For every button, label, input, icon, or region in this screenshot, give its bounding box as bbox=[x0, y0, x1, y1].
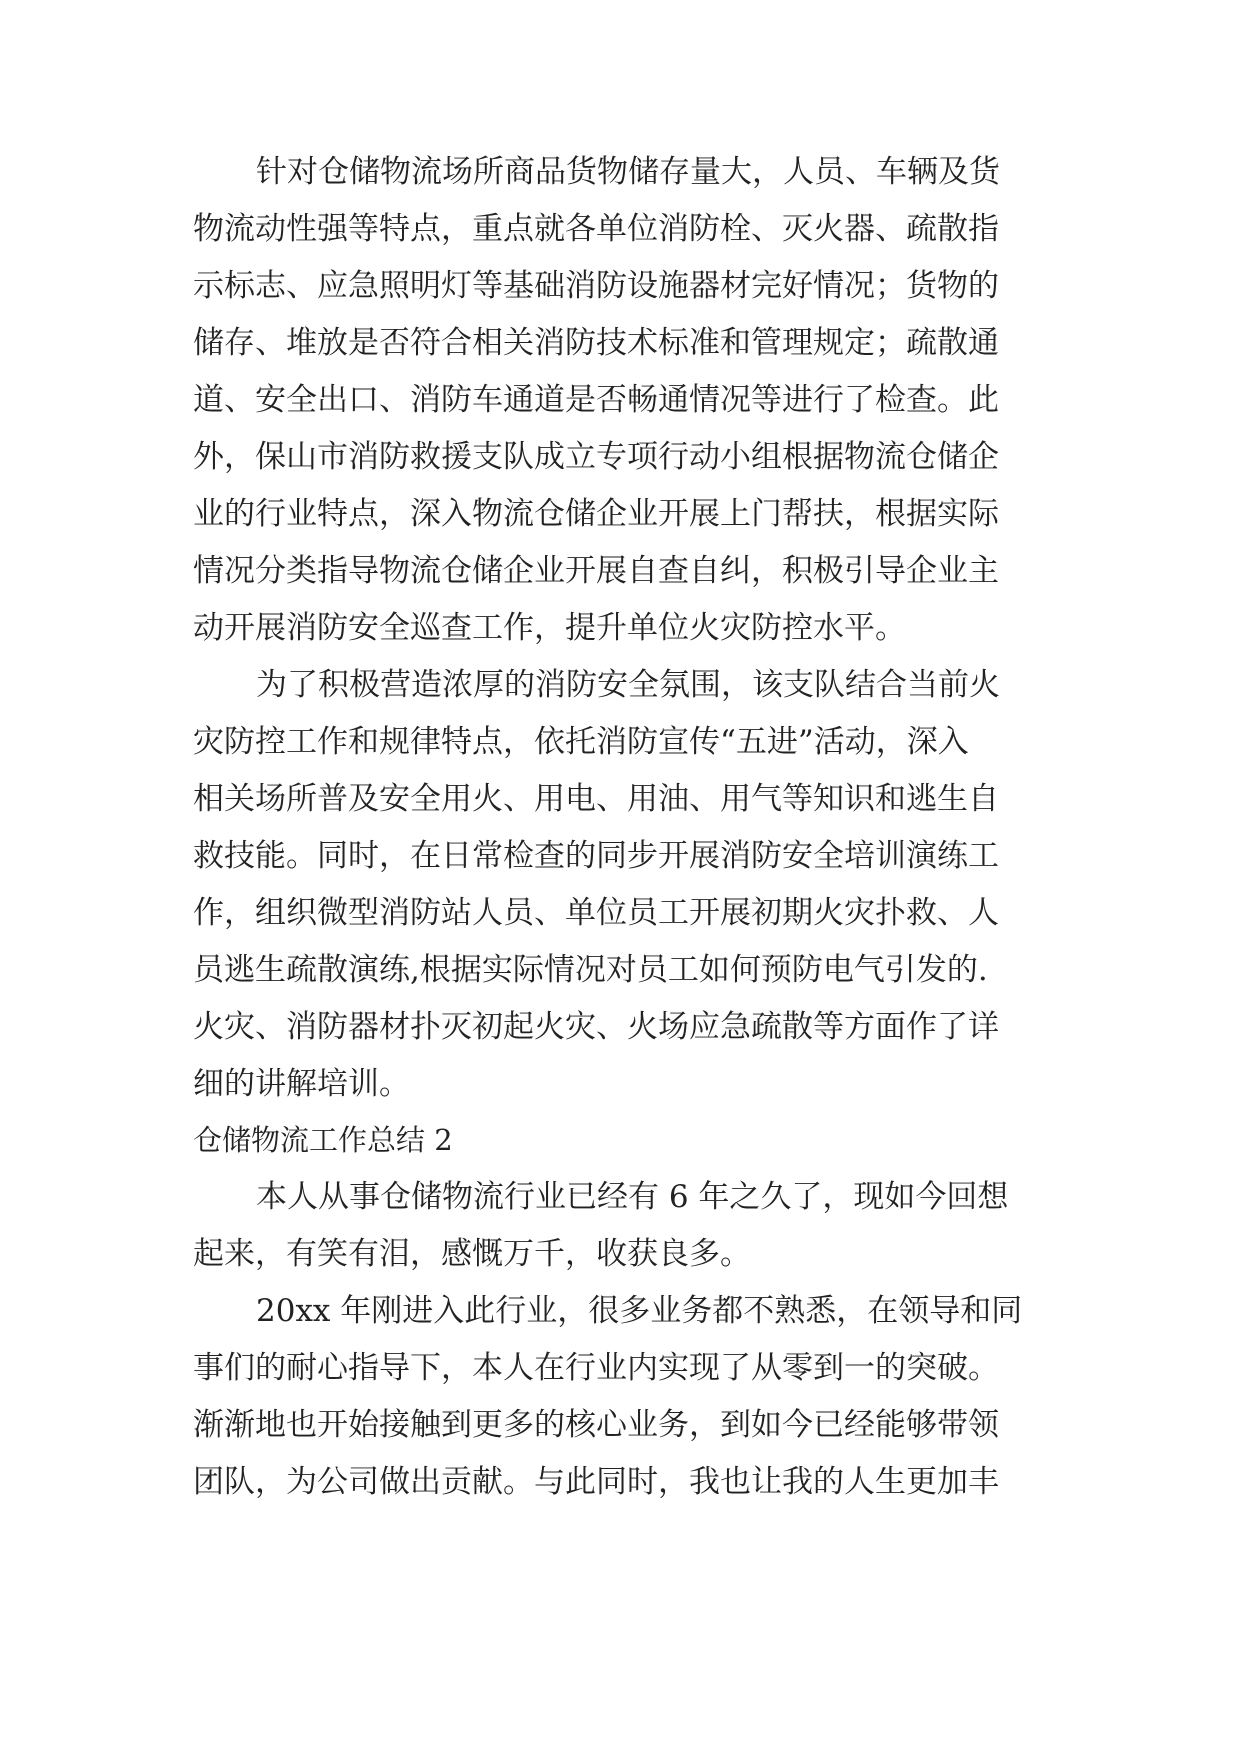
paragraph-2-line-1: 为了积极营造浓厚的消防安全氛围，该支队结合当前火 bbox=[256, 667, 1000, 703]
paragraph-2-line-6: 员逃生疏散演练,根据实际情况对员工如何预防电气引发的. bbox=[193, 952, 988, 988]
paragraph-1-line-5: 道、安全出口、消防车通道是否畅通情况等进行了检查。此 bbox=[193, 382, 999, 418]
paragraph-2-line-7: 火灾、消防器材扑灭初起火灾、火场应急疏散等方面作了详 bbox=[193, 1009, 999, 1045]
paragraph-1-line-4: 储存、堆放是否符合相关消防技术标准和管理规定；疏散通 bbox=[193, 325, 999, 361]
paragraph-3-line-2: 起来，有笑有泪，感慨万千，收获良多。 bbox=[193, 1236, 751, 1272]
paragraph-1-line-2: 物流动性强等特点，重点就各单位消防栓、灭火器、疏散指 bbox=[193, 211, 999, 247]
paragraph-1-line-8: 情况分类指导物流仓储企业开展自查自纠，积极引导企业主 bbox=[193, 553, 999, 589]
paragraph-2-line-5: 作，组织微型消防站人员、单位员工开展初期火灾扑救、人 bbox=[193, 895, 999, 931]
paragraph-1-line-6: 外，保山市消防救援支队成立专项行动小组根据物流仓储企 bbox=[193, 439, 999, 475]
paragraph-2-line-2: 灾防控工作和规律特点，依托消防宣传“五进”活动，深入 bbox=[193, 724, 969, 760]
paragraph-2-line-8: 细的讲解培训。 bbox=[193, 1066, 410, 1102]
paragraph-1-line-3: 示标志、应急照明灯等基础消防设施器材完好情况；货物的 bbox=[193, 268, 999, 304]
paragraph-4-line-2: 事们的耐心指导下，本人在行业内实现了从零到一的突破。 bbox=[193, 1350, 999, 1386]
paragraph-1-line-7: 业的行业特点，深入物流仓储企业开展上门帮扶，根据实际 bbox=[193, 496, 999, 532]
paragraph-2-line-3: 相关场所普及安全用火、用电、用油、用气等知识和逃生自 bbox=[193, 781, 999, 817]
section-heading: 仓储物流工作总结 2 bbox=[193, 1123, 453, 1157]
paragraph-1-line-9: 动开展消防安全巡查工作，提升单位火灾防控水平。 bbox=[193, 610, 906, 646]
paragraph-3-line-1: 本人从事仓储物流行业已经有 6 年之久了，现如今回想 bbox=[256, 1179, 1009, 1215]
paragraph-2-line-4: 救技能。同时，在日常检查的同步开展消防安全培训演练工 bbox=[193, 838, 999, 874]
paragraph-4-line-3: 渐渐地也开始接触到更多的核心业务，到如今已经能够带领 bbox=[193, 1407, 999, 1443]
paragraph-4-line-1: 20xx 年刚进入此行业，很多业务都不熟悉，在领导和同 bbox=[256, 1293, 1023, 1329]
paragraph-4-line-4: 团队，为公司做出贡献。与此同时，我也让我的人生更加丰 bbox=[193, 1464, 999, 1500]
paragraph-1-line-1: 针对仓储物流场所商品货物储存量大，人员、车辆及货 bbox=[256, 154, 1000, 190]
